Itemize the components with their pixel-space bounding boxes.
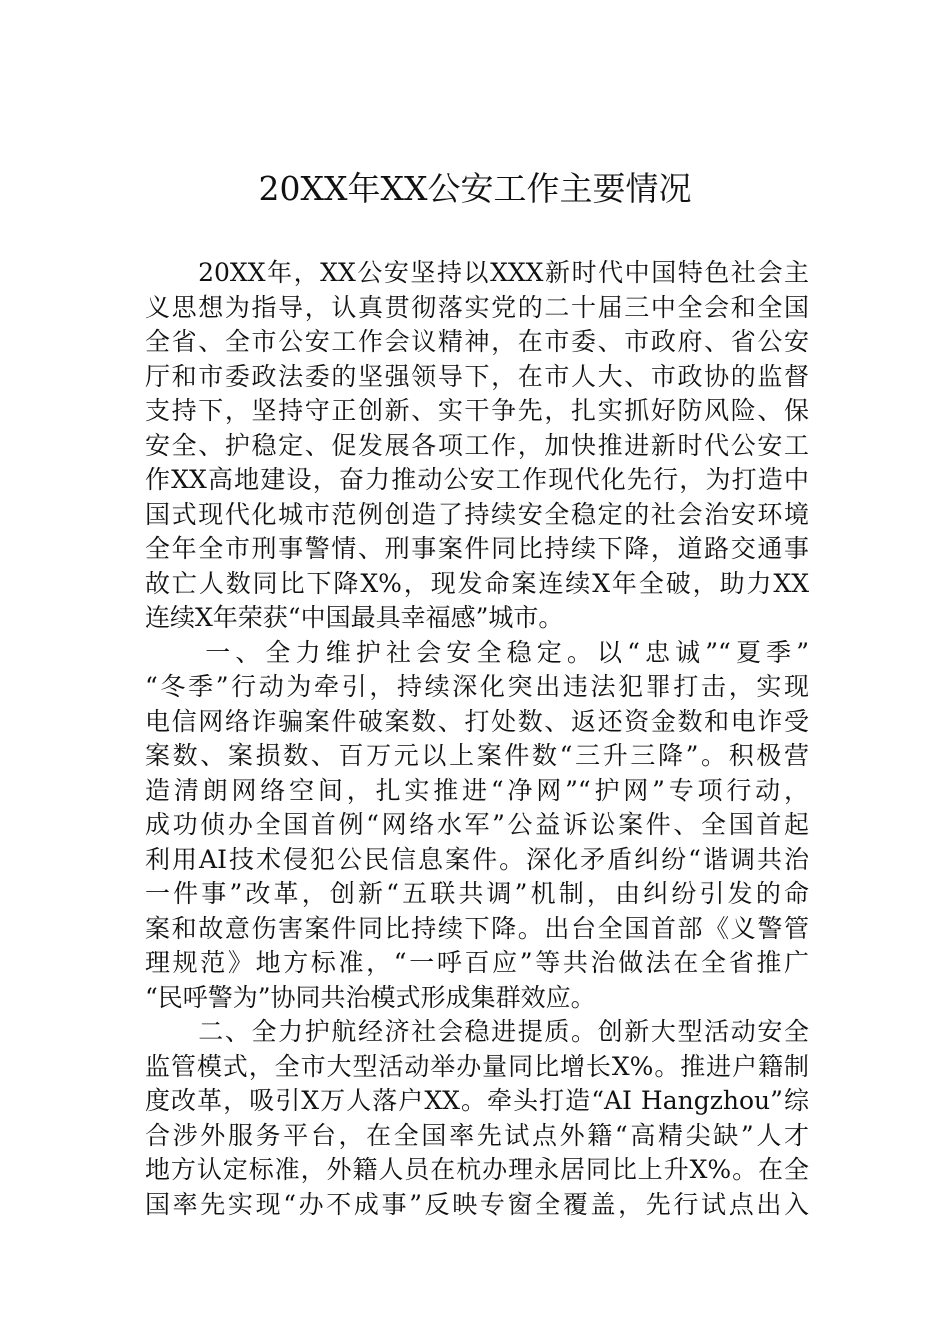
body-line: 利用AI技术侵犯公民信息案件。深化矛盾纠纷“谐调共治 — [145, 844, 809, 874]
body-line: 义思想为指导，认真贯彻落实党的二十届三中全会和全国 — [145, 292, 809, 322]
body-line: 监管模式，全市大型活动举办量同比增长X%。推进户籍制 — [145, 1051, 809, 1081]
document-title: 20XX年XX公安工作主要情况 — [258, 169, 692, 208]
body-line: “民呼警为”协同共治模式形成集群效应。 — [145, 982, 596, 1012]
body-line: 连续X年荣获“中国最具幸福感”城市。 — [145, 603, 564, 632]
body-line: 地方认定标准，外籍人员在杭办理永居同比上升X%。在全 — [145, 1155, 809, 1184]
body-line: 作XX高地建设，奋力推动公安工作现代化先行，为打造中 — [145, 465, 809, 494]
document-body — [145, 256, 809, 1222]
body-line: 国率先实现“办不成事”反映专窗全覆盖，先行试点出入 — [145, 1189, 809, 1219]
body-line: 造清朗网络空间，扎实推进“净网”“护网”专项行动， — [145, 775, 809, 805]
body-line: 故亡人数同比下降X%，现发命案连续X年全破，助力XX — [145, 568, 809, 598]
body-line: 理规范》地方标准，“一呼百应”等共治做法在全省推广 — [145, 948, 809, 977]
body-line: 二、全力护航经济社会稳进提质。创新大型活动安全 — [145, 1017, 809, 1046]
body-line: 20XX年，XX公安坚持以XXX新时代中国特色社会主 — [145, 258, 809, 287]
body-line: 厅和市委政法委的坚强领导下，在市人大、市政协的监督 — [145, 361, 809, 391]
body-line: 合涉外服务平台，在全国率先试点外籍“高精尖缺”人才 — [145, 1120, 809, 1150]
body-line: “冬季”行动为牵引，持续深化突出违法犯罪打击，实现 — [145, 672, 809, 701]
body-line: 安全、护稳定、促发展各项工作，加快推进新时代公安工 — [145, 430, 809, 460]
body-line: 国式现代化城市范例创造了持续安全稳定的社会治安环境 — [145, 499, 809, 529]
body-line: 案和故意伤害案件同比持续下降。出台全国首部《义警管 — [145, 913, 809, 943]
body-line: 一件事”改革，创新“五联共调”机制，由纠纷引发的命 — [145, 879, 809, 908]
body-line: 全年全市刑事警情、刑事案件同比持续下降，道路交通事 — [145, 534, 809, 563]
body-line: 电信网络诈骗案件破案数、打处数、返还资金数和电诈受 — [145, 706, 809, 736]
body-line: 支持下，坚持守正创新、实干争先，扎实抓好防风险、保 — [145, 396, 809, 425]
body-line: 全省、全市公安工作会议精神，在市委、市政府、省公安 — [145, 327, 809, 356]
body-line: 一、全力维护社会安全稳定。以“忠诚”“夏季” — [145, 637, 809, 667]
body-line: 案数、案损数、百万元以上案件数“三升三降”。积极营 — [145, 741, 809, 770]
body-line: 成功侦办全国首例“网络水军”公益诉讼案件、全国首起 — [145, 810, 809, 839]
body-line: 度改革，吸引X万人落户XX。牵头打造“AI Hangzhou”综 — [145, 1086, 809, 1115]
